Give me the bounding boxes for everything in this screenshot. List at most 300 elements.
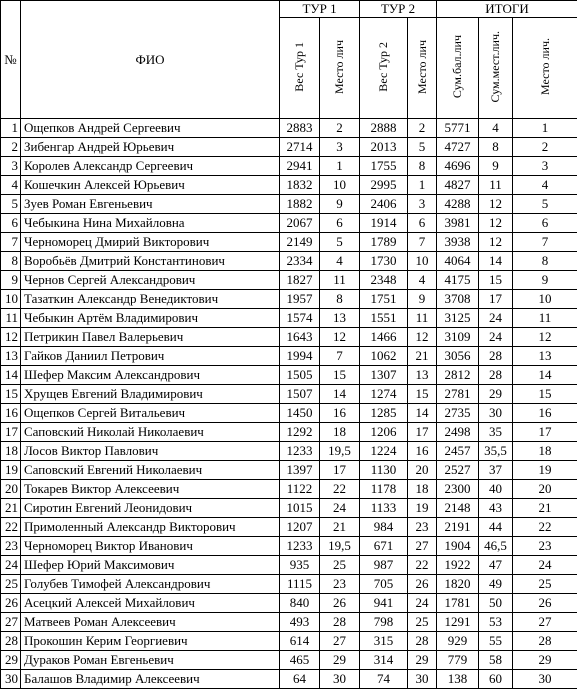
table-row [1,423,577,442]
cell-weight2: 1285 [360,404,408,423]
cell-weight2: 1914 [360,214,408,233]
cell-final-place: 18 [513,442,577,461]
cell-fio: Асецкий Алексей Михайлович [21,594,280,613]
cell-sum-weight: 2527 [437,461,479,480]
cell-sum-place: 12 [479,233,513,252]
cell-sum-place: 43 [479,499,513,518]
cell-weight2: 2888 [360,119,408,138]
cell-place1: 7 [320,347,360,366]
header-place1: Место лич [320,18,360,119]
cell-place1: 6 [320,214,360,233]
table-row [1,347,577,366]
cell-weight1: 2067 [280,214,320,233]
cell-place1: 12 [320,328,360,347]
cell-weight2: 941 [360,594,408,613]
cell-weight2: 987 [360,556,408,575]
cell-final-place: 27 [513,613,577,632]
cell-place1: 23 [320,575,360,594]
cell-final-place: 25 [513,575,577,594]
cell-weight1: 1505 [280,366,320,385]
table-row [1,480,577,499]
cell-weight1: 1122 [280,480,320,499]
cell-num: 7 [1,233,21,252]
cell-sum-weight: 3056 [437,347,479,366]
cell-num: 11 [1,309,21,328]
cell-sum-place: 24 [479,309,513,328]
cell-final-place: 9 [513,271,577,290]
header-place2: Место лич [408,18,437,119]
cell-num: 27 [1,613,21,632]
cell-num: 14 [1,366,21,385]
table-row [1,309,577,328]
cell-sum-place: 53 [479,613,513,632]
cell-weight2: 1130 [360,461,408,480]
cell-sum-place: 35 [479,423,513,442]
cell-sum-weight: 2781 [437,385,479,404]
table-row [1,556,577,575]
cell-weight2: 2013 [360,138,408,157]
cell-fio: Саповский Николай Николаевич [21,423,280,442]
cell-place1: 11 [320,271,360,290]
table-body [1,119,577,689]
table-row [1,594,577,613]
cell-sum-weight: 4696 [437,157,479,176]
cell-num: 1 [1,119,21,138]
cell-place2: 8 [408,157,437,176]
cell-weight2: 2995 [360,176,408,195]
cell-final-place: 8 [513,252,577,271]
cell-final-place: 24 [513,556,577,575]
cell-fio: Сиротин Евгений Леонидович [21,499,280,518]
cell-place2: 21 [408,347,437,366]
cell-num: 24 [1,556,21,575]
table-row [1,404,577,423]
table-row [1,651,577,670]
cell-weight1: 2714 [280,138,320,157]
cell-num: 9 [1,271,21,290]
cell-place1: 1 [320,157,360,176]
cell-weight2: 705 [360,575,408,594]
table-row [1,176,577,195]
cell-num: 15 [1,385,21,404]
cell-sum-place: 49 [479,575,513,594]
header-num: № [1,1,21,119]
cell-sum-weight: 1781 [437,594,479,613]
table-row [1,328,577,347]
cell-weight1: 2883 [280,119,320,138]
cell-weight2: 1789 [360,233,408,252]
cell-place1: 27 [320,632,360,651]
cell-place2: 7 [408,233,437,252]
cell-place2: 27 [408,537,437,556]
cell-fio: Голубев Тимофей Александрович [21,575,280,594]
cell-place1: 14 [320,385,360,404]
cell-num: 6 [1,214,21,233]
cell-sum-weight: 2300 [437,480,479,499]
cell-place2: 3 [408,195,437,214]
cell-num: 13 [1,347,21,366]
cell-sum-weight: 4288 [437,195,479,214]
cell-weight1: 840 [280,594,320,613]
cell-weight1: 1507 [280,385,320,404]
cell-weight1: 1015 [280,499,320,518]
table-row [1,385,577,404]
cell-weight2: 1133 [360,499,408,518]
cell-final-place: 30 [513,670,577,689]
cell-weight1: 1292 [280,423,320,442]
header-fio: ФИО [21,1,280,119]
cell-final-place: 7 [513,233,577,252]
cell-sum-weight: 4827 [437,176,479,195]
cell-weight1: 1882 [280,195,320,214]
cell-place1: 5 [320,233,360,252]
cell-fio: Матвеев Роман Алексеевич [21,613,280,632]
table-row [1,575,577,594]
cell-fio: Ощепков Сергей Витальевич [21,404,280,423]
cell-num: 12 [1,328,21,347]
cell-final-place: 13 [513,347,577,366]
cell-fio: Чебыкин Артём Владимирович [21,309,280,328]
cell-place2: 2 [408,119,437,138]
cell-num: 28 [1,632,21,651]
cell-place1: 3 [320,138,360,157]
cell-weight1: 1994 [280,347,320,366]
cell-place1: 19,5 [320,537,360,556]
cell-sum-weight: 3708 [437,290,479,309]
cell-final-place: 23 [513,537,577,556]
cell-fio: Кошечкин Алексей Юрьевич [21,176,280,195]
cell-fio: Королев Александр Сергеевич [21,157,280,176]
table-row [1,119,577,138]
cell-sum-weight: 5771 [437,119,479,138]
cell-num: 10 [1,290,21,309]
cell-num: 19 [1,461,21,480]
cell-sum-weight: 138 [437,670,479,689]
cell-sum-place: 55 [479,632,513,651]
cell-sum-place: 11 [479,176,513,195]
cell-sum-weight: 2457 [437,442,479,461]
cell-fio: Примоленный Александр Викторович [21,518,280,537]
cell-sum-place: 12 [479,214,513,233]
table-row [1,195,577,214]
table-row [1,271,577,290]
cell-fio: Зибенгар Андрей Юрьевич [21,138,280,157]
cell-sum-place: 30 [479,404,513,423]
table-row [1,613,577,632]
cell-final-place: 4 [513,176,577,195]
cell-final-place: 20 [513,480,577,499]
cell-weight1: 1450 [280,404,320,423]
cell-weight1: 1574 [280,309,320,328]
cell-weight2: 2406 [360,195,408,214]
cell-sum-place: 44 [479,518,513,537]
cell-weight1: 2149 [280,233,320,252]
cell-weight2: 1730 [360,252,408,271]
cell-weight2: 798 [360,613,408,632]
cell-place2: 14 [408,404,437,423]
cell-place2: 10 [408,252,437,271]
cell-sum-place: 37 [479,461,513,480]
table-row [1,537,577,556]
cell-sum-place: 47 [479,556,513,575]
cell-fio: Черноморец Виктор Иванович [21,537,280,556]
cell-num: 18 [1,442,21,461]
cell-final-place: 6 [513,214,577,233]
cell-num: 5 [1,195,21,214]
cell-place2: 24 [408,594,437,613]
cell-weight1: 935 [280,556,320,575]
table-row [1,366,577,385]
cell-final-place: 16 [513,404,577,423]
cell-weight1: 2941 [280,157,320,176]
cell-num: 30 [1,670,21,689]
cell-final-place: 12 [513,328,577,347]
cell-final-place: 26 [513,594,577,613]
cell-place2: 20 [408,461,437,480]
table-row [1,252,577,271]
table-row [1,518,577,537]
cell-final-place: 28 [513,632,577,651]
cell-place1: 9 [320,195,360,214]
cell-place2: 23 [408,518,437,537]
cell-fio: Чернов Сергей Александрович [21,271,280,290]
cell-sum-weight: 3981 [437,214,479,233]
cell-place2: 13 [408,366,437,385]
cell-fio: Токарев Виктор Алексеевич [21,480,280,499]
cell-place1: 18 [320,423,360,442]
cell-place2: 17 [408,423,437,442]
header-weight1: Вес Тур 1 [280,18,320,119]
cell-place1: 22 [320,480,360,499]
cell-fio: Лосов Виктор Павлович [21,442,280,461]
cell-weight2: 1755 [360,157,408,176]
cell-num: 2 [1,138,21,157]
cell-place1: 29 [320,651,360,670]
cell-weight1: 64 [280,670,320,689]
cell-weight1: 1643 [280,328,320,347]
cell-place2: 9 [408,290,437,309]
cell-place1: 19,5 [320,442,360,461]
cell-place1: 17 [320,461,360,480]
cell-sum-weight: 1904 [437,537,479,556]
cell-place1: 26 [320,594,360,613]
cell-weight1: 1233 [280,442,320,461]
cell-weight2: 984 [360,518,408,537]
cell-fio: Шефер Юрий Максимович [21,556,280,575]
cell-weight2: 314 [360,651,408,670]
cell-weight1: 1397 [280,461,320,480]
cell-place2: 6 [408,214,437,233]
cell-place1: 8 [320,290,360,309]
cell-weight1: 1957 [280,290,320,309]
cell-sum-weight: 3109 [437,328,479,347]
header-final-place: Место лич. [513,18,577,119]
cell-sum-place: 15 [479,271,513,290]
cell-sum-weight: 4064 [437,252,479,271]
cell-weight2: 1062 [360,347,408,366]
cell-sum-place: 60 [479,670,513,689]
cell-place1: 16 [320,404,360,423]
cell-sum-weight: 3938 [437,233,479,252]
cell-place2: 15 [408,385,437,404]
cell-sum-weight: 2148 [437,499,479,518]
cell-final-place: 22 [513,518,577,537]
cell-fio: Ощепков Андрей Сергеевич [21,119,280,138]
cell-place1: 24 [320,499,360,518]
cell-sum-weight: 1820 [437,575,479,594]
cell-fio: Петрикин Павел Валерьевич [21,328,280,347]
cell-place2: 19 [408,499,437,518]
cell-sum-place: 28 [479,347,513,366]
cell-weight1: 1233 [280,537,320,556]
cell-num: 22 [1,518,21,537]
cell-sum-place: 24 [479,328,513,347]
cell-final-place: 11 [513,309,577,328]
cell-fio: Черноморец Дмирий Викторович [21,233,280,252]
cell-sum-place: 46,5 [479,537,513,556]
cell-num: 26 [1,594,21,613]
cell-place2: 29 [408,651,437,670]
cell-place1: 10 [320,176,360,195]
cell-weight2: 74 [360,670,408,689]
table-row [1,461,577,480]
header-sum-weight: Сум.бал.лич [437,18,479,119]
table-row [1,632,577,651]
cell-place1: 13 [320,309,360,328]
cell-sum-weight: 1922 [437,556,479,575]
cell-num: 20 [1,480,21,499]
cell-final-place: 2 [513,138,577,157]
cell-weight1: 614 [280,632,320,651]
cell-place2: 30 [408,670,437,689]
cell-place2: 26 [408,575,437,594]
cell-fio: Шефер Максим Александрович [21,366,280,385]
cell-place2: 11 [408,309,437,328]
cell-sum-weight: 1291 [437,613,479,632]
cell-place2: 5 [408,138,437,157]
cell-sum-weight: 929 [437,632,479,651]
cell-sum-weight: 2191 [437,518,479,537]
cell-place2: 16 [408,442,437,461]
cell-weight2: 671 [360,537,408,556]
cell-num: 8 [1,252,21,271]
cell-sum-place: 9 [479,157,513,176]
cell-weight2: 1307 [360,366,408,385]
cell-fio: Тазаткин Александр Венедиктович [21,290,280,309]
cell-weight2: 1206 [360,423,408,442]
cell-sum-weight: 2498 [437,423,479,442]
cell-weight2: 1551 [360,309,408,328]
cell-sum-place: 8 [479,138,513,157]
cell-place1: 2 [320,119,360,138]
cell-sum-place: 28 [479,366,513,385]
cell-final-place: 17 [513,423,577,442]
cell-place2: 12 [408,328,437,347]
cell-weight1: 465 [280,651,320,670]
cell-num: 17 [1,423,21,442]
header-weight2: Вес Тур 2 [360,18,408,119]
cell-final-place: 29 [513,651,577,670]
cell-sum-place: 58 [479,651,513,670]
cell-sum-place: 17 [479,290,513,309]
table-row [1,214,577,233]
cell-place1: 25 [320,556,360,575]
cell-num: 25 [1,575,21,594]
cell-weight1: 2334 [280,252,320,271]
cell-sum-weight: 3125 [437,309,479,328]
cell-place1: 21 [320,518,360,537]
cell-place2: 25 [408,613,437,632]
cell-sum-place: 29 [479,385,513,404]
table-row [1,670,577,689]
cell-sum-place: 12 [479,195,513,214]
cell-sum-place: 50 [479,594,513,613]
cell-place2: 28 [408,632,437,651]
table-row [1,442,577,461]
cell-fio: Хрущев Евгений Владимирович [21,385,280,404]
cell-num: 3 [1,157,21,176]
cell-fio: Саповский Евгений Николаевич [21,461,280,480]
header-tour2: ТУР 2 [360,1,437,18]
cell-weight2: 1751 [360,290,408,309]
cell-fio: Гайков Даниил Петрович [21,347,280,366]
cell-num: 23 [1,537,21,556]
cell-final-place: 15 [513,385,577,404]
cell-sum-weight: 779 [437,651,479,670]
cell-weight1: 493 [280,613,320,632]
cell-weight2: 315 [360,632,408,651]
header-tour1: ТУР 1 [280,1,360,18]
cell-final-place: 5 [513,195,577,214]
cell-fio: Зуев Роман Евгеньевич [21,195,280,214]
cell-final-place: 21 [513,499,577,518]
table-row [1,138,577,157]
cell-weight2: 1466 [360,328,408,347]
cell-sum-place: 4 [479,119,513,138]
cell-weight2: 1224 [360,442,408,461]
cell-num: 16 [1,404,21,423]
cell-num: 4 [1,176,21,195]
cell-sum-place: 14 [479,252,513,271]
cell-sum-weight: 4175 [437,271,479,290]
cell-weight1: 1207 [280,518,320,537]
cell-num: 29 [1,651,21,670]
cell-place1: 28 [320,613,360,632]
cell-sum-weight: 2812 [437,366,479,385]
cell-final-place: 19 [513,461,577,480]
cell-sum-weight: 4727 [437,138,479,157]
cell-sum-weight: 2735 [437,404,479,423]
cell-fio: Воробьёв Дмитрий Константинович [21,252,280,271]
cell-fio: Чебыкина Нина Михайловна [21,214,280,233]
table-row [1,157,577,176]
table-row [1,290,577,309]
cell-final-place: 3 [513,157,577,176]
cell-fio: Балашов Владимир Алексеевич [21,670,280,689]
cell-sum-place: 35,5 [479,442,513,461]
cell-weight1: 1115 [280,575,320,594]
cell-weight1: 1832 [280,176,320,195]
cell-place2: 4 [408,271,437,290]
cell-final-place: 14 [513,366,577,385]
table-row [1,499,577,518]
cell-place2: 1 [408,176,437,195]
cell-weight1: 1827 [280,271,320,290]
cell-place2: 18 [408,480,437,499]
header-sum-place: Сум.мест.лич. [479,18,513,119]
cell-weight2: 1274 [360,385,408,404]
cell-final-place: 1 [513,119,577,138]
